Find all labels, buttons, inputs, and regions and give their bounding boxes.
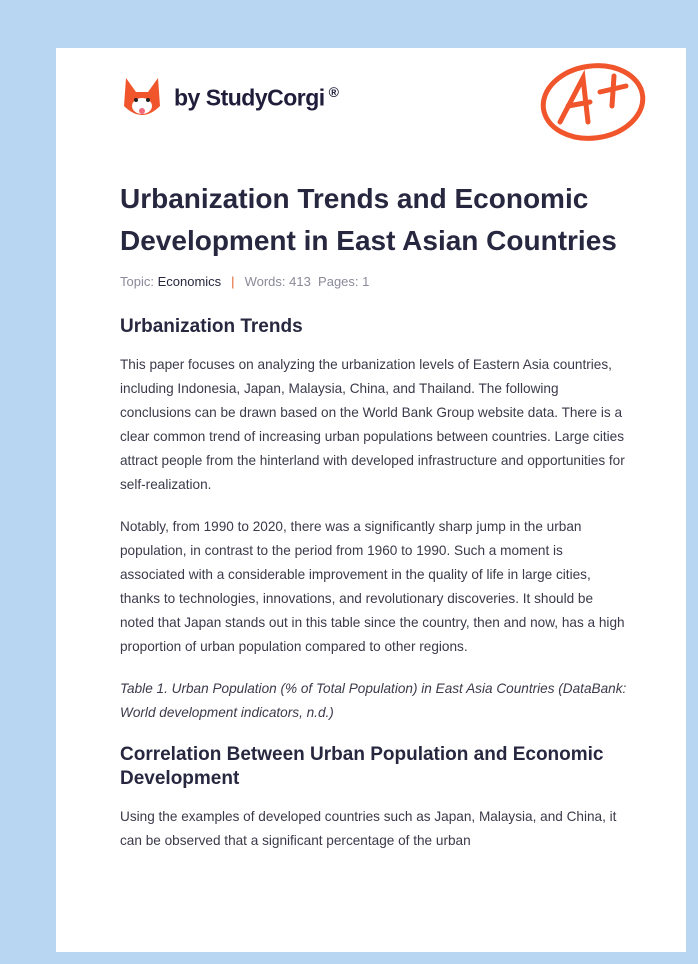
paragraph: Using the examples of developed countries such as Japan, Malaysia, and China, it can be observed that a significant percentage of the urban: [120, 809, 617, 848]
meta-line: Topic: Economics | Words: 413 Pages: 1: [120, 274, 370, 289]
studycorgi-logo[interactable]: [122, 76, 339, 120]
paragraph: Notably, from 1990 to 2020, there was a significantly sharp jump in the urban population, in contrast to the period from 1960 to 1990. Such a moment is associated with a considerable improvement in the quality of life in large cities, thanks to technologies, innovations, and revolutionary discoveries. It should be noted that Japan stands out in this table since the country, then and now, has a high proportion of urban population compared to other regions.: [120, 519, 625, 654]
paragraph: This paper focuses on analyzing the urbanization levels of Eastern Asia countries, including Indonesia, Japan, Malaysia, China, and Thailand. The following conclusions can be drawn based on the World Bank Group website data. There is a clear common trend of increasing urban populations between countries. Large cities attract people from the hinterland with developed infrastructure and opportunities for self-realization.: [120, 357, 625, 492]
section-heading: Urbanization Trends: [120, 316, 303, 337]
document-card: [56, 48, 686, 952]
table-caption: Table 1. Urban Population (% of Total Population) in East Asia Countries (DataBank: World development indicators, n.d.): [120, 681, 627, 720]
a-plus-badge-icon: [538, 60, 648, 144]
topic-link[interactable]: Economics: [157, 274, 222, 289]
corgi-icon: [122, 76, 162, 120]
page-title: Urbanization Trends and Economic Development in East Asian Countries: [120, 183, 617, 256]
section-heading: Correlation Between Urban Population and Economic Development: [120, 744, 604, 789]
brand-name: by StudyCorgi ®: [174, 84, 339, 111]
